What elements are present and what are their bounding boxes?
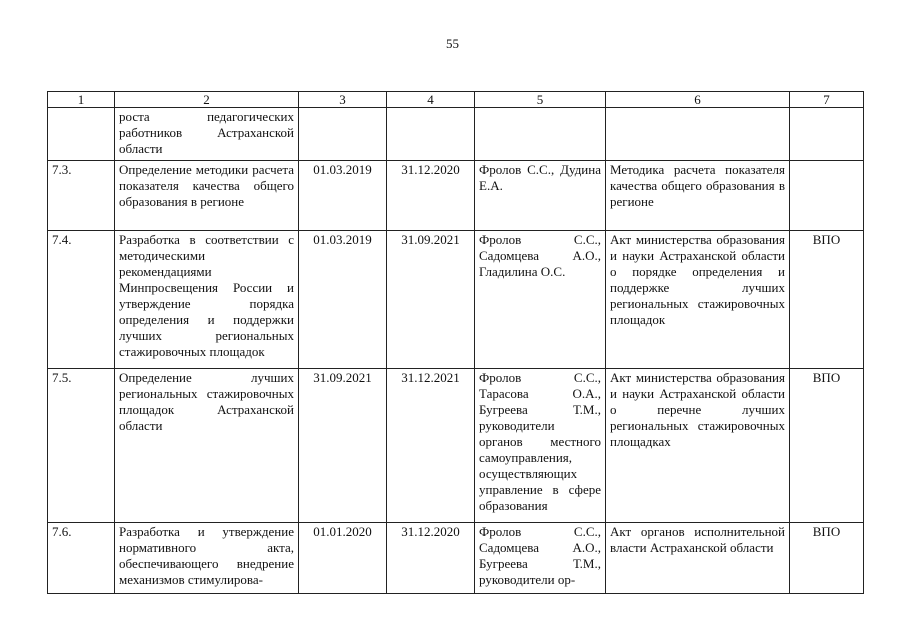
column-header: 7 xyxy=(790,92,864,108)
start-date xyxy=(299,108,387,161)
start-date: 31.09.2021 xyxy=(299,369,387,523)
expected-result xyxy=(606,108,790,161)
column-header: 1 xyxy=(48,92,115,108)
financing-source: ВПО xyxy=(790,523,864,594)
column-header: 6 xyxy=(606,92,790,108)
table-row xyxy=(48,161,864,231)
expected-result: Акт министерства образования и науки Астраханской области о порядке определения и поддержке лучших региональных стажировочных площадок xyxy=(606,231,790,369)
responsible-persons: Фролов С.С., Тарасова О.А., Бугреева Т.М., руководители органов местного самоуправления, осуществляющих управление в сфере образования xyxy=(475,369,606,523)
table-row xyxy=(48,108,864,161)
end-date: 31.09.2021 xyxy=(387,231,475,369)
table-row xyxy=(48,369,864,523)
end-date: 31.12.2020 xyxy=(387,523,475,594)
column-header: 3 xyxy=(299,92,387,108)
financing-source xyxy=(790,161,864,231)
responsible-persons: Фролов С.С., Садомцева А.О., Бугреева Т.М., руководители ор- xyxy=(475,523,606,594)
expected-result: Методика расчета показателя качества общего образования в регионе xyxy=(606,161,790,231)
row-number xyxy=(48,108,115,161)
expected-result: Акт органов исполнительной власти Астраханской области xyxy=(606,523,790,594)
header-row xyxy=(48,92,864,108)
row-number: 7.6. xyxy=(48,523,115,594)
responsible-persons xyxy=(475,108,606,161)
row-number: 7.5. xyxy=(48,369,115,523)
start-date: 01.03.2019 xyxy=(299,231,387,369)
row-number: 7.3. xyxy=(48,161,115,231)
event-description: Определение лучших региональных стажировочных площадок Астраханской области xyxy=(115,369,299,523)
column-header: 2 xyxy=(115,92,299,108)
end-date: 31.12.2021 xyxy=(387,369,475,523)
table-row xyxy=(48,523,864,594)
start-date: 01.03.2019 xyxy=(299,161,387,231)
plan-table xyxy=(47,91,864,594)
start-date: 01.01.2020 xyxy=(299,523,387,594)
end-date xyxy=(387,108,475,161)
end-date: 31.12.2020 xyxy=(387,161,475,231)
column-header: 4 xyxy=(387,92,475,108)
financing-source: ВПО xyxy=(790,369,864,523)
financing-source xyxy=(790,108,864,161)
responsible-persons: Фролов С.С., Дудина Е.А. xyxy=(475,161,606,231)
table-row xyxy=(48,231,864,369)
expected-result: Акт министерства образования и науки Астраханской области о перечне лучших региональных стажировочных площадках xyxy=(606,369,790,523)
column-header: 5 xyxy=(475,92,606,108)
event-description: Разработка в соответствии с методическими рекомендациями Минпросвещения России и утверждение порядка определения и поддержки лучших региональных стажировочных площадок xyxy=(115,231,299,369)
financing-source: ВПО xyxy=(790,231,864,369)
event-description: Разработка и утверждение нормативного акта, обеспечивающего внедрение механизмов стимулирова- xyxy=(115,523,299,594)
page-number: 55 xyxy=(446,36,459,51)
row-number: 7.4. xyxy=(48,231,115,369)
responsible-persons: Фролов С.С., Садомцева А.О., Гладилина О.С. xyxy=(475,231,606,369)
event-description: Определение методики расчета показателя качества общего образования в регионе xyxy=(115,161,299,231)
event-description: роста педагогических работников Астраханской области xyxy=(115,108,299,161)
